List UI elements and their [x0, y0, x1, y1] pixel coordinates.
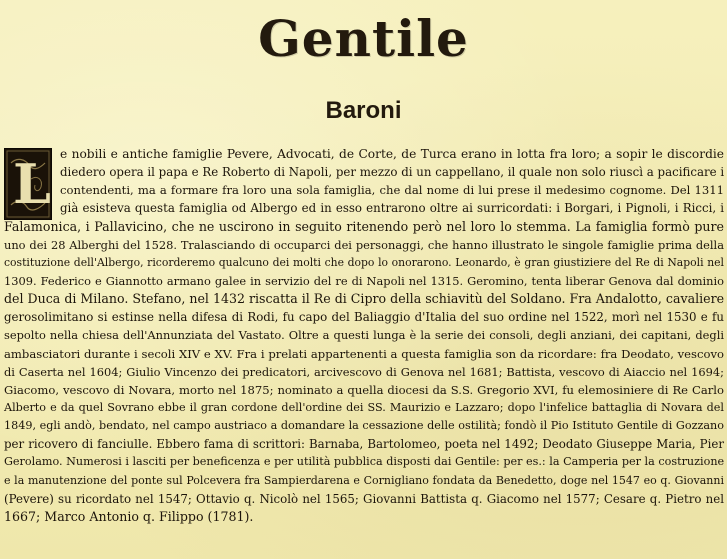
text-line: Falamonica, i Pallavicino, che ne uscirono in seguito ritenendo però nel loro lo stemma. La famiglia formò pure: [4, 218, 724, 234]
text-line: uno dei 28 Alberghi del 1528. Tralasciando di occuparci dei personaggi, che hanno illustrato le singole famiglie prima della: [4, 237, 724, 252]
text-line: 1667; Marco Antonio q. Filippo (1781).: [4, 508, 254, 524]
text-line: di Caserta nel 1604; Giulio Vincenzo dei predicatori, arcivescovo di Genova nel 1681; Battista, vescovo di Aiaccio nel 1694;: [4, 364, 724, 379]
text-line: e la manutenzione del ponte sul Polcevera fra Sampierdarena e Cornigliano fondata da Benedetto, doge nel 1547 eo q. Giovanni: [4, 473, 724, 487]
text-line: già esisteva questa famiglia od Albergo ed in esso entrarono oltre ai surricordati: i Borgari, i Pignoli, i Ricci, i: [60, 201, 724, 216]
text-line: Giacomo, vescovo di Novara, morto nel 1875; nominato a quella diocesi da S.S. Gregorio XVI, fu elemosiniere di Re Carlo: [4, 382, 724, 397]
page-title: Gentile: [258, 9, 469, 68]
text-line: contendenti, ma a formare fra loro una sola famiglia, che dal nome di lui prese il medesimo cognome. Del 1311: [60, 183, 724, 198]
text-line: 1309. Federico e Giannotto armano galee in servizio del re di Napoli nel 1315. Geromino, tenta liberar Genova dal dominio: [4, 273, 724, 288]
text-line: gerosolimitano si estinse nella difesa di Rodi, fu capo del Baliaggio d'Italia del suo ordine nel 1522, morì nel 1530 e fu: [4, 310, 724, 325]
text-line: sepolto nella chiesa dell'Annunziata del Vastato. Oltre a questi lunga è la serie dei consoli, degli anziani, dei capitani, degli: [4, 328, 724, 343]
text-line: (Pevere) su ricordato nel 1547; Ottavio q. Nicolò nel 1565; Giovanni Battista q. Giacomo nel 1577; Cesare q. Pietro nel: [4, 491, 724, 506]
text-line: 1849, egli andò, bendato, nel campo austriaco a domandare la cessazione delle ostilità; fondò il Pio Istituto Gentile di Gozzano: [4, 419, 724, 433]
text-line: del Duca di Milano. Stefano, nel 1432 riscatta il Re di Cipro della schiavitù del Soldano. Fra Andalotto, cavaliere: [4, 291, 725, 307]
text-line: Alberto e da quel Sovrano ebbe il gran cordone dell'ordine dei SS. Maurizio e Lazzaro; dopo l'infelice battaglia di Novara del: [4, 400, 724, 414]
text-line: Gerolamo. Numerosi i lasciti per beneficenza e per utilità pubblica disposti dai Gentile: per es.: la Camperia per la costruzione: [4, 455, 725, 469]
text-line: e nobili e antiche famiglie Pevere, Advocati, de Corte, de Turca erano in lotta fra loro; a sopir le discordie: [60, 147, 724, 161]
text-line: per ricovero di fanciulle. Ebbero fama di scrittori: Barnaba, Bartolomeo, poeta nel 1492; Deodato Giuseppe Maria, Pier: [4, 437, 724, 452]
text-line: costituzione dell'Albergo, ricorderemo qualcuno dei molti che dopo lo onorarono. Leonardo, è gran giustiziere del Re di Napoli nel: [4, 255, 724, 269]
text-line: ambasciatori durante i secoli XIV e XV. Fra i prelati appartenenti a questa famiglia son da ricordare: fra Deodato, vescovo: [4, 346, 724, 361]
initial-letter-glyph: L: [13, 152, 51, 216]
text-line: diedero opera il papa e Re Roberto di Napoli, per mezzo di un cappellano, il quale non solo riuscì a pacificare i: [60, 165, 725, 180]
page-subtitle: Baroni: [325, 97, 402, 124]
document-body: [4, 145, 724, 526]
